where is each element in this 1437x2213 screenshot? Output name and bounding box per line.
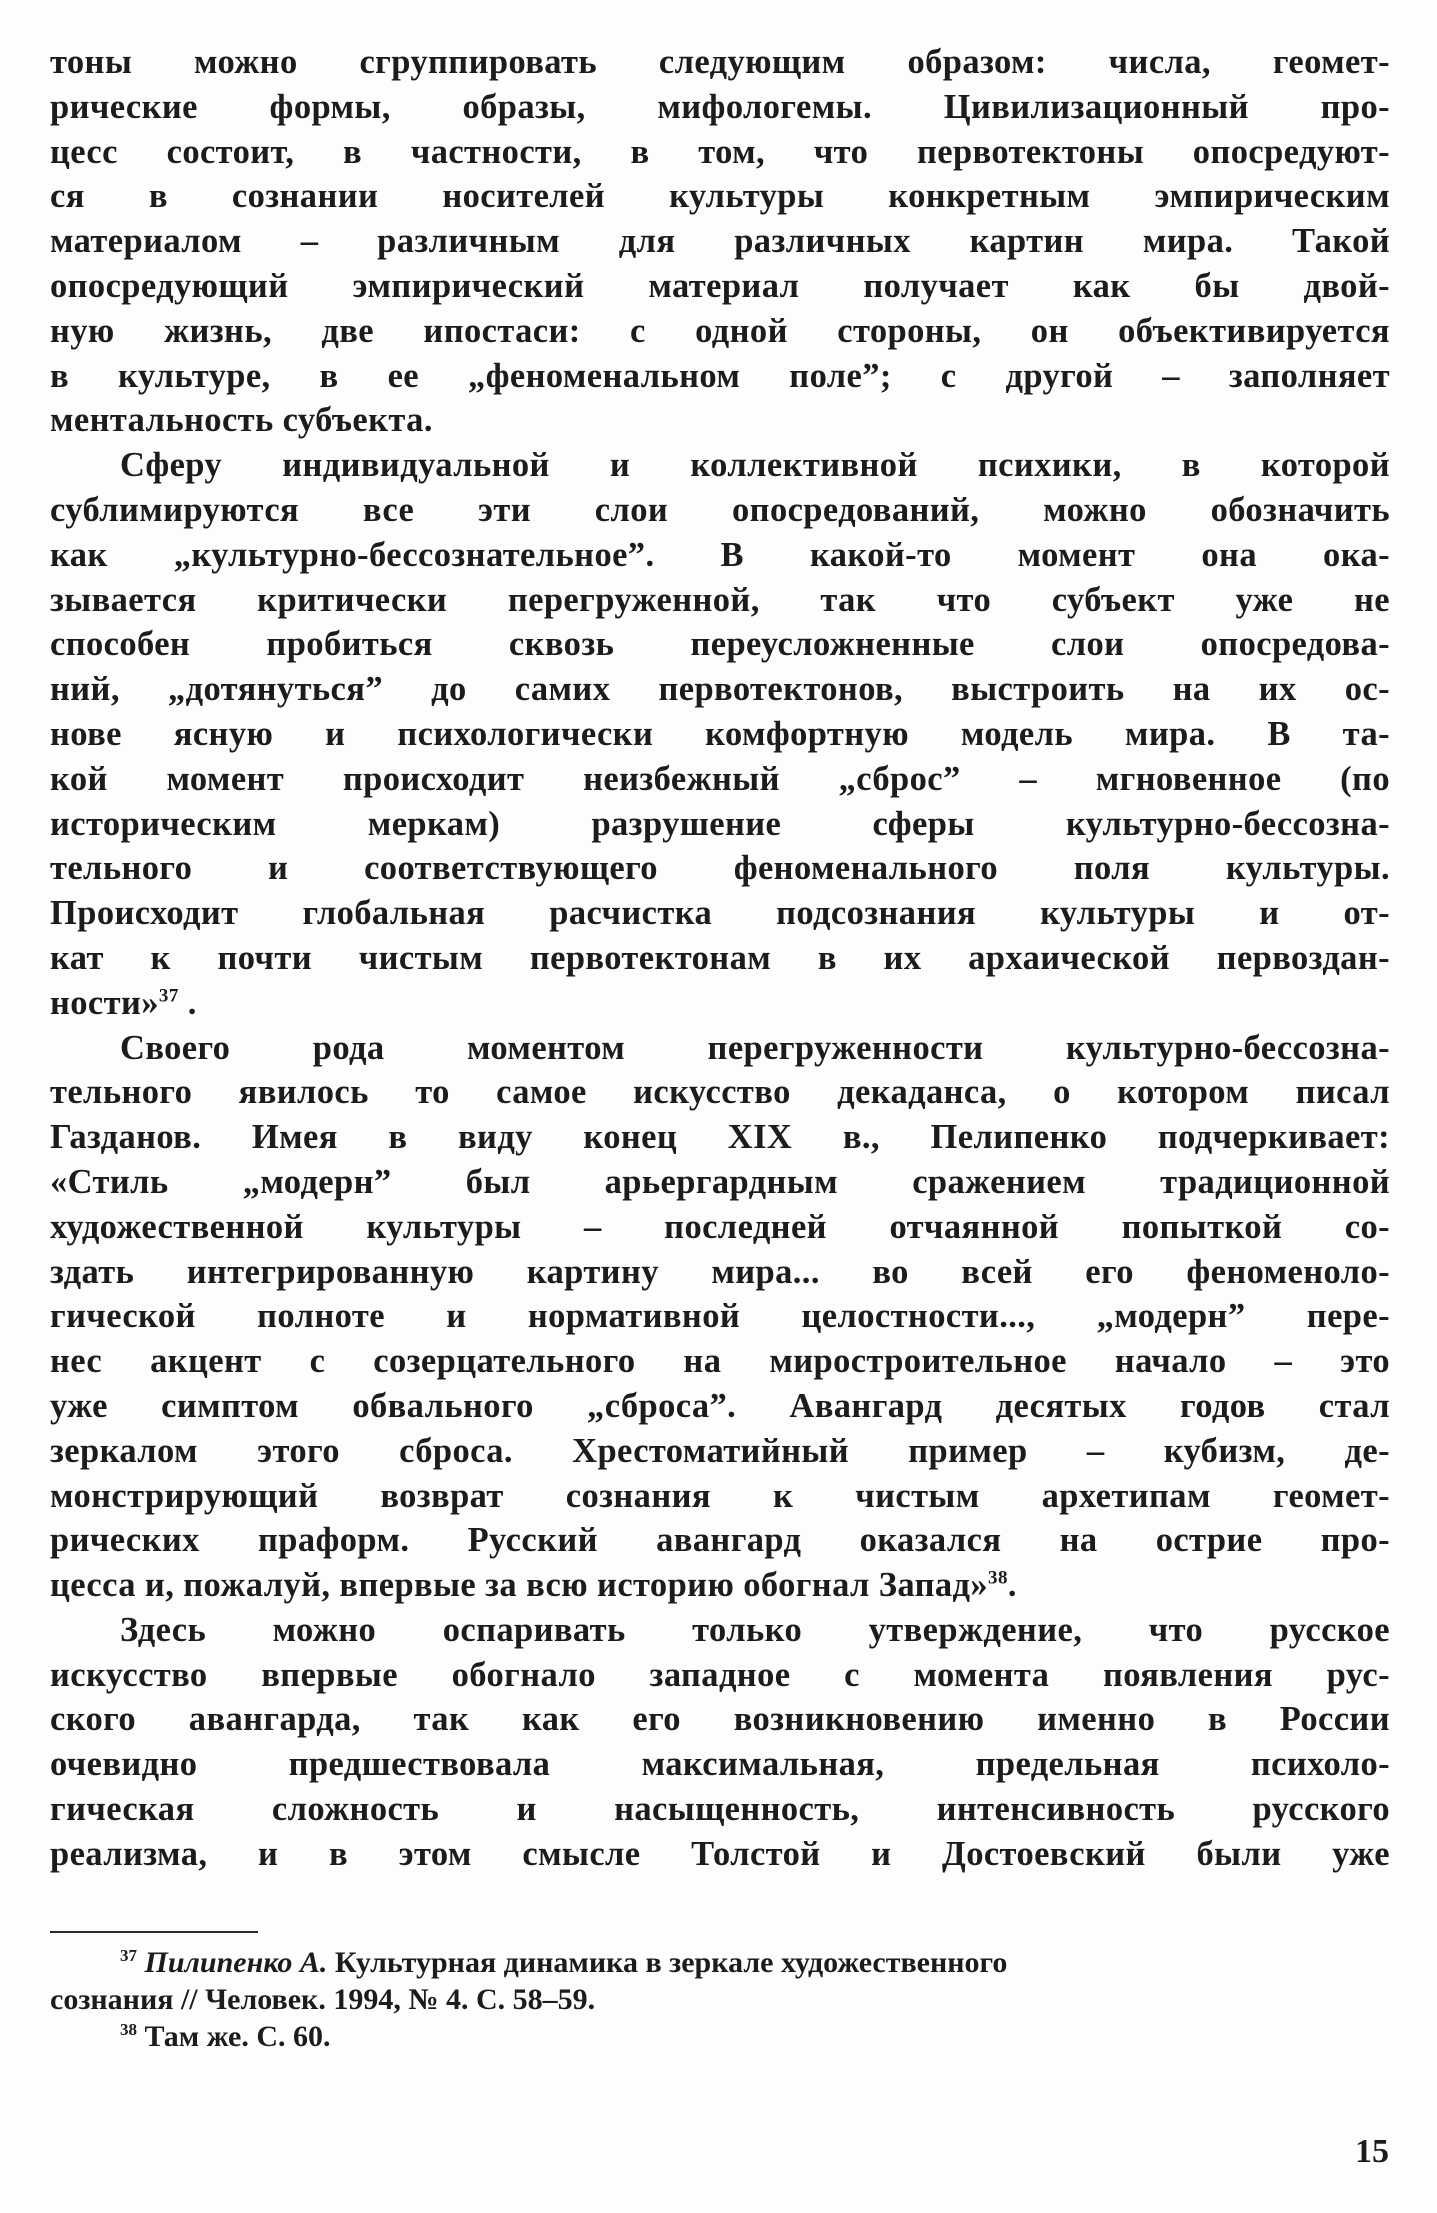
text-line: ний, „дотянуться” до самих первотектонов, выстроить на их ос- — [50, 670, 1390, 709]
text-line-tail: . — [1007, 1566, 1017, 1605]
text-line-content: ности» — [50, 983, 159, 1022]
footnote-author: Пилипенко А. — [144, 1946, 328, 1979]
text-line: ского авангарда, так как его возникновению именно в России — [50, 1700, 1390, 1739]
text-line: «Стиль „модерн” был арьергардным сражением традиционной — [50, 1162, 1390, 1201]
text-line: тельного и соответствующего феноменального поля культуры. — [50, 849, 1390, 888]
text-line: нове ясную и психологически комфортную модель мира. В та- — [50, 714, 1390, 753]
footnote-number: 37 — [120, 1946, 137, 1965]
text-line: нес акцент с созерцательного на миростроительное начало – это — [50, 1342, 1390, 1381]
footnote-number: 38 — [120, 2020, 137, 2039]
text-line: Сферу индивидуальной и коллективной психики, в которой — [120, 446, 1390, 485]
text-line: художественной культуры – последней отчаянной попыткой со- — [50, 1207, 1390, 1246]
text-line-tail: . — [178, 983, 197, 1022]
text-line: монстрирующий возврат сознания к чистым архетипам геомет- — [50, 1476, 1390, 1515]
text-line: кой момент происходит неизбежный „сброс” – мгновенное (по — [50, 759, 1390, 798]
footnote-text: Там же. С. 60. — [137, 2020, 331, 2053]
text-line: Газданов. Имея в виду конец XIX в., Пелипенко подчеркивает: — [50, 1118, 1390, 1157]
text-line: ся в сознании носителей культуры конкретным эмпирическим — [50, 177, 1390, 216]
text-line: уже симптом обвального „сброса”. Авангард десятых годов стал — [50, 1386, 1390, 1425]
text-line — [50, 981, 1390, 1026]
text-line: зеркалом этого сброса. Хрестоматийный пример – кубизм, де- — [50, 1431, 1390, 1470]
text-line: тоны можно сгруппировать следующим образом: числа, геомет- — [50, 43, 1390, 81]
text-line: тельного явилось то самое искусство декаданса, о котором писал — [50, 1073, 1390, 1112]
text-line: в культуре, в ее „феноменальном поле”; с другой – заполняет — [50, 356, 1390, 395]
text-line: искусство впервые обогнало западное с момента появления рус- — [50, 1655, 1390, 1694]
text-line: рических праформ. Русский авангард оказался на острие про- — [50, 1521, 1390, 1560]
body-text — [50, 40, 1390, 1877]
text-line: кат к почти чистым первотектонам в их архаической первоздан- — [50, 938, 1390, 977]
footnotes — [50, 1944, 1390, 2055]
text-line: рические формы, образы, мифологемы. Цивилизационный про- — [50, 87, 1390, 126]
text-line: Происходит глобальная расчистка подсознания культуры и от- — [50, 894, 1390, 933]
footnote-ref-38[interactable]: 38 — [988, 1567, 1008, 1589]
text-line: ментальность субъекта. — [50, 401, 433, 440]
footnote-37 — [50, 1944, 1390, 1981]
footnote-37-continued: сознания // Человек. 1994, № 4. С. 58–59. — [50, 1983, 596, 2016]
text-line: Здесь можно оспаривать только утверждение, что русское — [120, 1610, 1390, 1649]
text-line: здать интегрированную картину мира... во всей его феноменоло- — [50, 1252, 1390, 1291]
text-line: гической полноте и нормативной целостности..., „модерн” пере- — [50, 1297, 1390, 1336]
text-line: историческим меркам) разрушение сферы культурно-бессозна- — [50, 804, 1390, 843]
text-line: зывается критически перегруженной, так что субъект уже не — [50, 580, 1390, 619]
text-line: ную жизнь, две ипостаси: с одной стороны, он объективируется — [50, 311, 1390, 350]
text-line — [50, 1563, 1390, 1608]
text-line-content: цесса и, пожалуй, впервые за всю историю обогнал Запад» — [50, 1566, 989, 1605]
footnote-ref-37[interactable]: 37 — [158, 985, 179, 1007]
text-line: Своего рода моментом перегруженности культурно-бессозна- — [120, 1028, 1390, 1067]
text-line: способен пробиться сквозь переусложненные слои опосредова- — [50, 625, 1390, 664]
footnote-divider — [50, 1931, 258, 1933]
page-number: 15 — [1355, 2133, 1389, 2170]
text-line: очевидно предшествовала максимальная, предельная психоло- — [50, 1745, 1390, 1784]
footnote-38 — [50, 2018, 1390, 2055]
text-line: опосредующий эмпирический материал получает как бы двой- — [50, 266, 1390, 305]
text-line: как „культурно-бессознательное”. В какой-то момент она ока- — [50, 535, 1390, 574]
text-line: цесс состоит, в частности, в том, что первотектоны опосредуют- — [50, 132, 1390, 171]
text-line: сублимируются все эти слои опосредований, можно обозначить — [50, 490, 1390, 529]
text-line: реализма, и в этом смысле Толстой и Достоевский были уже — [50, 1834, 1390, 1873]
footnote-text: Культурная динамика в зеркале художественного — [327, 1946, 1008, 1979]
text-line: гическая сложность и насыщенность, интенсивность русского — [50, 1790, 1390, 1829]
text-line: материалом – различным для различных картин мира. Такой — [50, 222, 1390, 261]
